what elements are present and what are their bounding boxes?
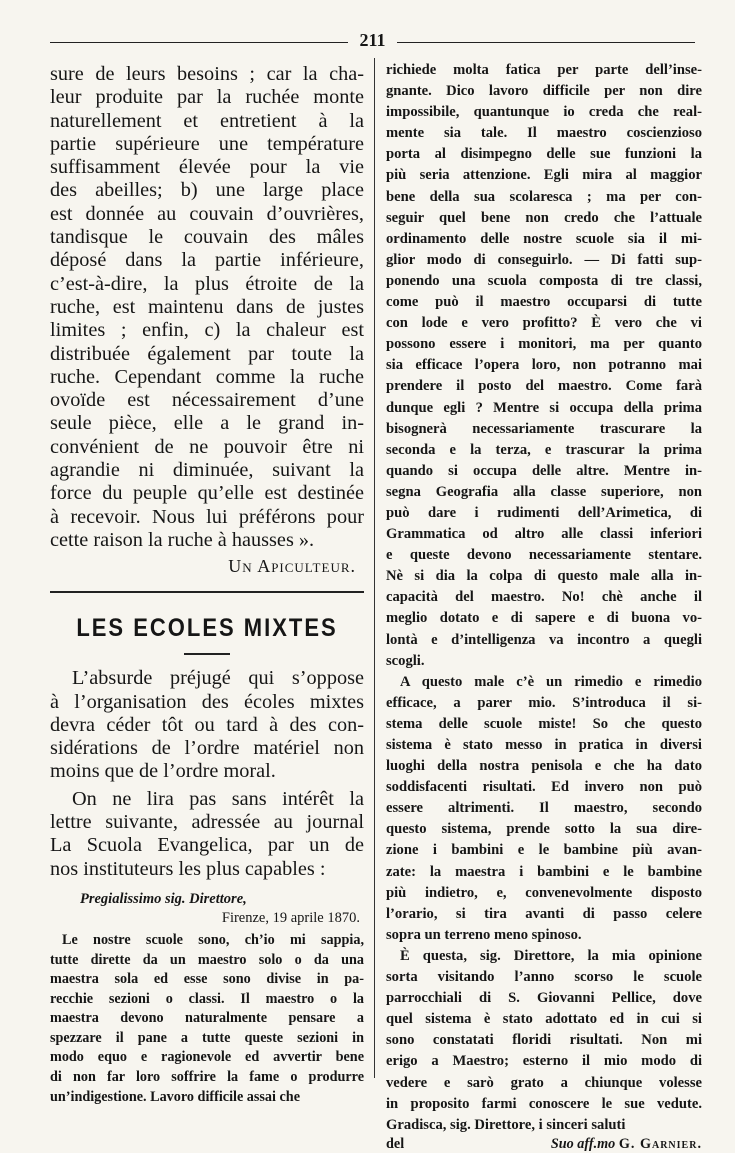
text-line: cette raison la ruche à hausses ».	[50, 528, 315, 551]
text-line: Grammatica od altro alle classi inferiori	[386, 526, 702, 543]
text-line: Gradisca, sig. Direttore, i sinceri saluti	[386, 1116, 626, 1133]
text-line: prendere il posto del maestro. Come farà	[386, 378, 702, 395]
text-line: bisognerà necessariamente trascurare la	[386, 420, 702, 437]
text-line: agrandie ni diminuée, suivant la	[50, 459, 364, 482]
text-line: mente sia tale. Il maestro coscienzioso	[386, 125, 702, 142]
text-line: lontà e d’intelligenza va incontro a quegli	[386, 631, 702, 648]
text-line: stema delle scuole miste! So che questo	[386, 715, 702, 732]
text-line: à l’organisation des écoles mixtes	[50, 690, 364, 713]
text-line: Nè si dia la colpa di questo male alla in-	[386, 568, 702, 585]
text-line: sure de leurs besoins ; car la cha-	[50, 63, 364, 85]
text-line: seconda e la terza, e trascurar la prima	[386, 441, 702, 458]
text-line: scogli.	[386, 652, 425, 669]
text-line: convénient de ne pouvoir être ni	[50, 435, 364, 458]
text-line: quando si occupa delle altre. Mentre in-	[386, 462, 702, 479]
text-line: quel sistema è stato adottato ed in cui si	[386, 1011, 702, 1028]
text-line: dunque egli ? Mentre si occupa della prima	[386, 399, 702, 416]
text-line: suffisamment élevée pour la vie	[50, 156, 364, 179]
closing-del: del	[386, 1135, 405, 1152]
text-line: seguir quel bene non credo che l’attuale	[386, 209, 702, 226]
text-line: parrocchiali di S. Giovanni Pellice, dove	[386, 990, 702, 1007]
text-line: nos instituteurs les plus capables :	[50, 857, 326, 880]
text-line: On ne lira pas sans intérêt la	[72, 787, 364, 810]
text-line: sorta visitando l’anno scorso le scuole	[386, 969, 702, 986]
closing-signature: Suo aff.mo G. Garnier.	[550, 1135, 702, 1152]
text-line: tandisque le couvain des mâles	[50, 226, 364, 249]
letter-closing	[386, 1136, 702, 1153]
text-line: maestra devono naturalmente pensare a	[50, 1010, 364, 1027]
text-line: sia efficace l’opera loro, non potranno mai	[386, 357, 702, 374]
letter-paragraph-2	[386, 672, 702, 946]
text-line: un’indigestione. Lavoro difficile assai che	[50, 1088, 300, 1105]
text-line: sono constatati floridi risultati. Non mi	[386, 1032, 702, 1049]
text-line: déposé dans la partie inférieure,	[50, 249, 364, 272]
text-line: La Scuola Evangelica, par un de	[50, 834, 364, 857]
text-line: distribuée également par toute la	[50, 342, 364, 365]
text-line: modo equo e ragionevole ed avvertir bene	[50, 1049, 364, 1066]
text-line: force du peuple qu’elle est destinée	[50, 482, 364, 505]
text-line: può dare i rudimenti dell’Arimetica, di	[386, 504, 702, 521]
text-line: des abeilles; b) une large place	[50, 179, 364, 202]
text-line: l’orario, si tira avanti di passo celere	[386, 905, 702, 922]
text-line: devra céder tôt ou tard à des con-	[50, 713, 364, 736]
left-column	[50, 63, 364, 1107]
text-line: limites ; enfin, c) la chaleur est	[50, 319, 364, 342]
text-line: spezzare il pane a tutte queste sezioni in	[50, 1029, 364, 1046]
text-line: sidérations de l’ordre matériel non	[50, 737, 364, 760]
text-line: e queste devono necessariamente stentare.	[386, 547, 702, 564]
letter-dateline: Firenze, 19 aprile 1870.	[221, 909, 360, 926]
text-line: di non far loro soffrire la fame o produrre	[50, 1069, 364, 1086]
text-line: zate: la maestra i bambini e le bambine	[386, 863, 702, 880]
text-line: come può il maestro occuparsi di tutte	[386, 294, 702, 311]
text-line: recchie sezioni o classi. Il maestro o la	[50, 990, 364, 1007]
text-line: È questa, sig. Direttore, la mia opinione	[400, 947, 702, 964]
letter-paragraph-3	[386, 946, 702, 1136]
section-divider	[50, 591, 364, 593]
column-divider	[374, 58, 375, 1078]
text-line: in proposito farmi conoscere le sue vedute.	[386, 1095, 702, 1112]
text-line: L’absurde préjugé qui s’oppose	[72, 667, 364, 690]
text-line: più indietro, e, convenevolmente disposto	[386, 884, 702, 901]
text-line: à recevoir. Nous lui préférons pour	[50, 505, 364, 528]
text-line: ruche, est maintenu dans de justes	[50, 295, 364, 318]
text-line: glior modo di conseguirlo. — Di fatti sup-	[386, 251, 702, 268]
text-line: moins que de l’ordre moral.	[50, 760, 276, 783]
text-line: bene della sua scolaresca ; ma per con-	[386, 188, 702, 205]
text-line: capacità del maestro. No! chè anche il	[386, 589, 702, 606]
text-line: segna Geografia alla classe superiore, non	[386, 483, 702, 500]
text-line: sistema è stato messo in pratica in diversi	[386, 737, 702, 753]
text-line: ponendo una scuola composta di tre classi,	[386, 272, 702, 289]
text-line: porta al disimpegno delle sue funzioni la	[386, 146, 702, 163]
text-line: ordinamento delle nostre scuole sia il mi-	[386, 230, 702, 247]
text-line: efficace, a parer mio. S’introduca il si-	[386, 694, 702, 711]
text-line: soddisfacenti risultati. Ed invero non può	[386, 779, 702, 796]
text-line: più seria attenzione. Egli mira al maggior	[386, 167, 702, 184]
apiculture-continuation	[50, 63, 364, 552]
right-column	[386, 60, 702, 1153]
text-line: impossibile, quantunque io creda che real-	[386, 104, 702, 121]
title-rule	[184, 653, 230, 655]
text-line: con lode e vero profitto? È vero che vi	[386, 315, 702, 332]
text-line: tutte dirette da un maestro solo o da una	[50, 951, 364, 968]
letter-salutation: Pregialissimo sig. Direttore,	[80, 890, 247, 907]
letter-body-start	[50, 931, 364, 1107]
letter-paragraph-1	[386, 60, 702, 672]
intro-paragraph-2	[50, 788, 364, 881]
text-line: meglio dotato e di sapere e di buona vo-	[386, 610, 702, 627]
text-line: A questo male c’è un rimedio e rimedio	[400, 673, 702, 690]
text-line: seule pièce, elle a le grand in-	[50, 412, 364, 435]
text-line: luoghi della nostra penisola e che ha dato	[386, 758, 702, 775]
text-line: possono essere i monitori, ma per quanto	[386, 336, 702, 353]
text-line: lettre suivante, adressée au journal	[50, 811, 364, 834]
text-line: naturellement et entretient à la	[50, 109, 364, 132]
text-line: est donnée au couvain d’ouvrières,	[50, 202, 364, 225]
page-header	[50, 30, 695, 54]
text-line: vedere e sarò grato a chiunque volesse	[386, 1074, 702, 1091]
text-line: questo sistema, prende sotto la sua dire-	[386, 821, 702, 838]
text-line: ovoïde est nécessairement d’une	[50, 389, 364, 412]
signature-apiculteur: Un Apiculteur.	[228, 556, 356, 577]
text-line: richiede molta fatica per parte dell’inse-	[386, 62, 702, 78]
text-line: maestra sola ed esse sono divise in pa-	[50, 971, 364, 988]
text-line: leur produite par la ruchée monte	[50, 86, 364, 109]
text-line: Le nostre scuole sono, ch’io mi sappia,	[62, 931, 364, 948]
text-line: sopra un terreno meno spinoso.	[386, 926, 582, 943]
text-line: ruche. Cependant comme la ruche	[50, 365, 364, 388]
text-line: c’est-à-dire, la plus étroite de la	[50, 272, 364, 295]
text-line: essere altrimenti. Il maestro, secondo	[386, 800, 702, 817]
header-rule-left	[50, 42, 348, 43]
section-title: LES ECOLES MIXTES	[76, 613, 338, 642]
text-line: partie supérieure une température	[50, 132, 364, 155]
text-line: gnante. Dico lavoro difficile per non dire	[386, 83, 702, 100]
page-number: 211	[359, 30, 386, 50]
text-line: erigo a Maestro; esterno il mio modo di	[386, 1053, 702, 1070]
text-line: zione i bambini e le bambine più avan-	[386, 842, 702, 859]
header-rule-right	[397, 42, 695, 43]
intro-paragraph-1	[50, 667, 364, 783]
